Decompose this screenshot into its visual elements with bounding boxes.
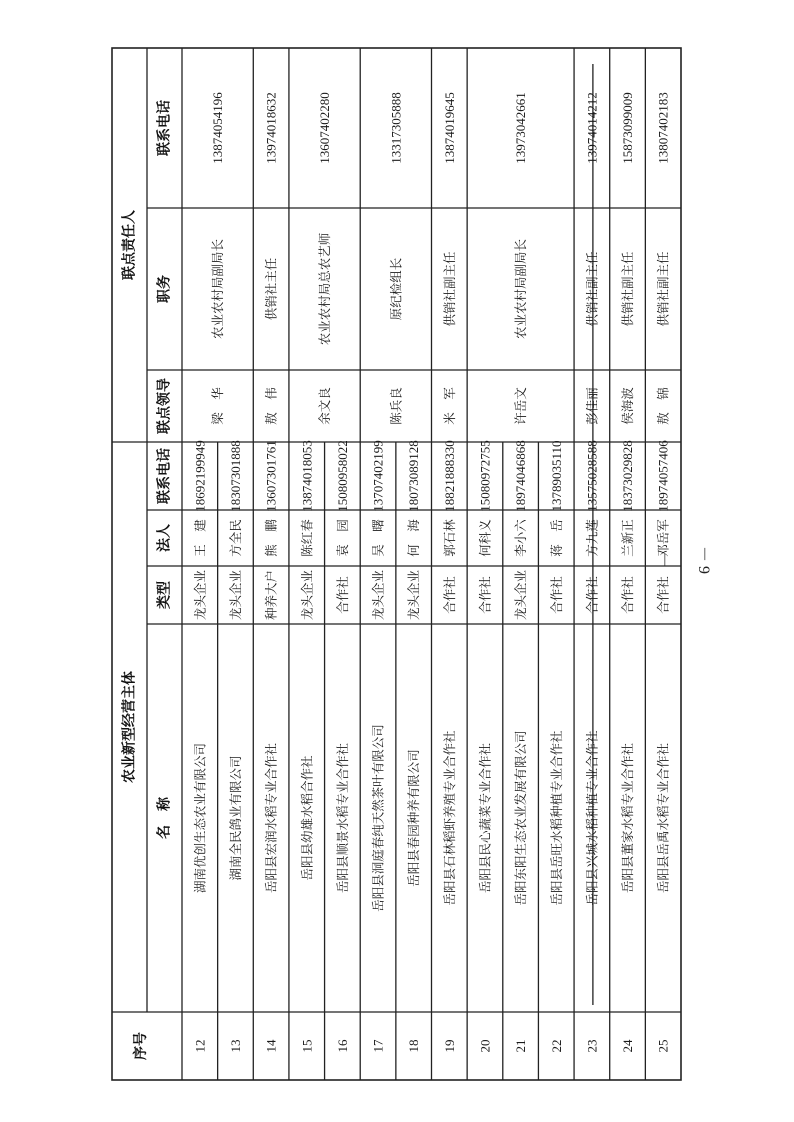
row-legal: 李小六 (513, 519, 529, 557)
contact-position: 供销社副主任 (655, 251, 671, 327)
row-phone: 18307301888 (227, 440, 243, 512)
row-seq: 16 (334, 1039, 350, 1053)
contact-leader: 米 军 (441, 387, 457, 425)
contact-leader: 敖 锦 (655, 387, 671, 425)
page-number: － 9 － (655, 545, 712, 574)
contact-leader: 许岳文 (513, 387, 529, 425)
contact-leader: 侯海波 (620, 387, 636, 425)
row-phone: 18974046868 (513, 440, 529, 512)
contact-phone: 13973042661 (513, 92, 529, 164)
contact-phone: 13874054196 (210, 92, 226, 164)
row-seq: 20 (477, 1039, 493, 1053)
row-name: 岳阳县石林稻虾养殖专业合作社 (441, 730, 457, 906)
contact-position: 供销社副主任 (441, 251, 457, 327)
row-name: 湖南优创生态农业有限公司 (192, 742, 208, 894)
contact-phone: 13607402280 (317, 92, 333, 164)
row-name: 岳阳东阳生态农业发展有限公司 (513, 730, 529, 906)
contact-phone: 13807402183 (655, 92, 671, 164)
row-seq: 25 (655, 1039, 671, 1053)
contact-leader: 余文良 (317, 387, 333, 425)
contact-phone: 15873099009 (620, 92, 636, 164)
row-seq: 23 (584, 1039, 600, 1053)
row-phone: 18974057406 (655, 440, 671, 512)
row-seq: 22 (548, 1039, 564, 1053)
row-seq: 13 (227, 1039, 243, 1053)
contact-position: 原纪检组长 (388, 257, 404, 321)
row-legal: 何科义 (477, 519, 493, 557)
row-name: 岳阳县宏润水稻专业合作社 (263, 742, 279, 894)
row-type: 龙头企业 (227, 569, 243, 621)
row-type: 龙头企业 (406, 569, 422, 621)
contact-leader: 彭佳丽 (584, 387, 600, 425)
header-contact-group: 联点责任人 (121, 210, 138, 280)
row-legal: 王 建 (192, 519, 208, 557)
contact-position: 农业农村局副局长 (513, 238, 529, 340)
row-phone: 15080958022 (334, 440, 350, 512)
row-name: 湖南全民鸽业有限公司 (227, 755, 243, 881)
row-seq: 21 (513, 1039, 529, 1053)
row-legal: 何 海 (406, 519, 422, 557)
row-name: 岳阳县顺景水稻专业合作社 (334, 742, 350, 894)
header-position: 职务 (156, 275, 173, 303)
row-type: 龙头企业 (370, 569, 386, 621)
row-type: 合作社 (441, 576, 457, 614)
row-seq: 24 (620, 1039, 636, 1053)
row-type: 种养大户 (263, 569, 279, 621)
contact-phone: 13317305888 (388, 92, 404, 164)
header-leader-phone: 联系电话 (156, 100, 173, 156)
table-grid (112, 48, 681, 1080)
row-type: 合作社 (334, 576, 350, 614)
row-name: 岳阳县兴城水稻种植专业合作社 (584, 730, 600, 906)
row-phone: 18692199949 (192, 440, 208, 512)
header-phone: 联系电话 (156, 448, 173, 504)
row-name: 岳阳县岳禹水稻专业合作社 (655, 742, 671, 894)
row-legal: 熊 鹏 (263, 519, 279, 557)
header-seq: 序号 (133, 1032, 149, 1060)
row-type: 龙头企业 (299, 569, 315, 621)
contact-leader: 陈兵良 (388, 387, 404, 425)
contact-position: 供销社副主任 (620, 251, 636, 327)
contact-phone: 13874019645 (441, 92, 457, 164)
row-legal: 邓岳军 (655, 519, 671, 557)
header-type: 类型 (156, 581, 173, 609)
row-phone: 13874018053 (299, 440, 315, 512)
header-legal: 法人 (156, 524, 173, 552)
row-type: 合作社 (584, 576, 600, 614)
contact-position: 供销社副主任 (584, 251, 600, 327)
contact-phone: 13974014212 (584, 92, 600, 164)
contact-position: 供销社主任 (263, 257, 279, 321)
contact-phone: 13974018632 (263, 92, 279, 164)
contact-position: 农业农村局副局长 (210, 238, 226, 340)
row-type: 合作社 (620, 576, 636, 614)
row-type: 龙头企业 (192, 569, 208, 621)
row-seq: 17 (370, 1039, 386, 1053)
row-phone: 18073089128 (406, 440, 422, 512)
row-name: 岳阳县幼雄水稻合作社 (299, 755, 315, 881)
row-seq: 15 (299, 1039, 315, 1053)
header-leader: 联点领导 (156, 378, 173, 434)
row-seq: 19 (441, 1039, 457, 1053)
row-legal: 袁 园 (334, 519, 350, 557)
header-entity-group: 农业新型经营主体 (121, 671, 138, 783)
row-type: 合作社 (477, 576, 493, 614)
row-name: 岳阳县民心蔬菜专业合作社 (477, 742, 493, 894)
row-name: 岳阳县董家水稻专业合作社 (620, 742, 636, 894)
row-legal: 吴 曙 (370, 519, 386, 557)
row-legal: 方九莲 (584, 519, 600, 557)
row-legal: 陈红春 (299, 519, 315, 557)
row-type: 合作社 (548, 576, 564, 614)
row-phone: 13575028588 (584, 440, 600, 512)
row-phone: 13789035110 (548, 440, 564, 512)
header-name: 名 称 (156, 797, 173, 839)
row-legal: 蒋 岳 (548, 519, 564, 557)
row-seq: 18 (406, 1039, 422, 1053)
row-name: 岳阳县春园种养有限公司 (406, 749, 422, 887)
row-phone: 18373029828 (620, 440, 636, 512)
row-phone: 15080972755 (477, 440, 493, 512)
row-phone: 18821888330 (441, 440, 457, 512)
row-type: 合作社 (655, 576, 671, 614)
row-type: 龙头企业 (513, 569, 529, 621)
row-seq: 12 (192, 1039, 208, 1053)
row-name: 岳阳县洞庭春纯天然茶叶有限公司 (370, 724, 386, 912)
contact-leader: 敖 伟 (263, 387, 279, 425)
row-legal: 方全民 (227, 519, 243, 557)
row-phone: 13707402199 (370, 440, 386, 512)
row-name: 岳阳县岳旺水稻种植专业合作社 (548, 730, 564, 906)
row-legal: 兰新正 (620, 519, 636, 557)
row-phone: 13607301761 (263, 440, 279, 512)
contact-leader: 梁 华 (210, 387, 226, 425)
row-seq: 14 (263, 1039, 279, 1053)
row-legal: 郭石林 (441, 519, 457, 557)
contact-position: 农业农村局总农艺师 (317, 232, 333, 346)
